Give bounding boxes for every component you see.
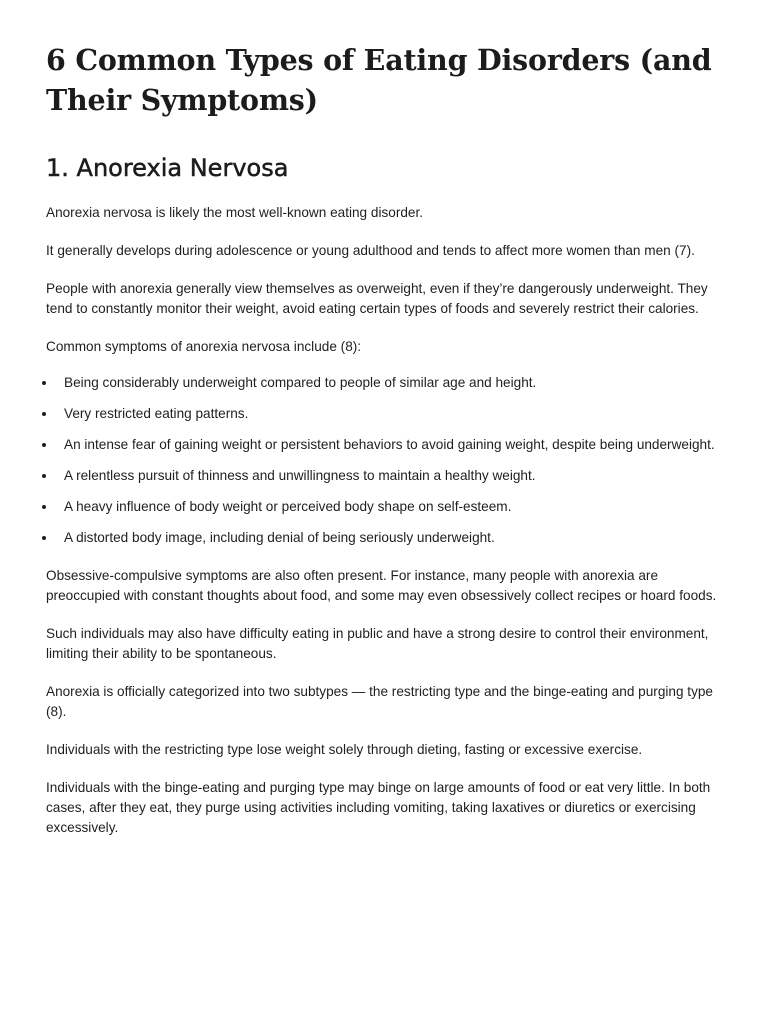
paragraph: Such individuals may also have difficulty eating in public and have a strong desire to control their environment, limiting their ability to be spontaneous. [46,626,709,661]
paragraph: It generally develops during adolescence or young adulthood and tends to affect more women than men (7). [46,243,695,258]
bullet-icon [42,536,46,540]
list-item-text: Being considerably underweight compared to people of similar age and height. [64,375,537,390]
paragraph: Obsessive-compulsive symptoms are also often present. For instance, many people with anorexia are preoccupied with constant thoughts about food, and some may even obsessively collect recipes or hoard foods. [46,568,717,603]
list-item [46,404,726,424]
paragraph: People with anorexia generally view themselves as overweight, even if they’re dangerously underweight. They tend to constantly monitor their weight, avoid eating certain types of foods and severely restrict their calories. [46,281,708,316]
article-title: 6 Common Types of Eating Disorders (and Their Symptoms) [46,43,712,117]
paragraph: Individuals with the binge-eating and purging type may binge on large amounts of food or eat very little. In both cases, after they eat, they purge using activities including vomiting, taking laxatives or diuretics or exercising excessively. [46,780,711,835]
list-item-text: An intense fear of gaining weight or persistent behaviors to avoid gaining weight, despite being underweight. [64,437,715,452]
list-item [46,528,726,548]
list-item [46,373,726,393]
list-item-text: A distorted body image, including denial of being seriously underweight. [64,530,495,545]
paragraph: Anorexia is officially categorized into two subtypes — the restricting type and the binge-eating and purging type (8). [46,684,713,719]
list-item [46,466,726,486]
bullet-icon [42,381,46,385]
paragraph: Common symptoms of anorexia nervosa include (8): [46,339,362,354]
list-item-text: A heavy influence of body weight or perceived body shape on self-esteem. [64,499,512,514]
bullet-icon [42,443,46,447]
article-body [46,203,726,838]
list-item [46,497,726,517]
bullet-icon [42,474,46,478]
symptom-list [46,373,726,548]
list-item-text: Very restricted eating patterns. [64,406,249,421]
bullet-icon [42,505,46,509]
article-page [46,40,726,838]
bullet-icon [42,412,46,416]
paragraph: Anorexia nervosa is likely the most well-known eating disorder. [46,205,424,220]
section-heading: 1. Anorexia Nervosa [46,154,289,182]
paragraph: Individuals with the restricting type lose weight solely through dieting, fasting or excessive exercise. [46,742,643,757]
list-item-text: A relentless pursuit of thinness and unwillingness to maintain a healthy weight. [64,468,536,483]
list-item [46,435,726,455]
